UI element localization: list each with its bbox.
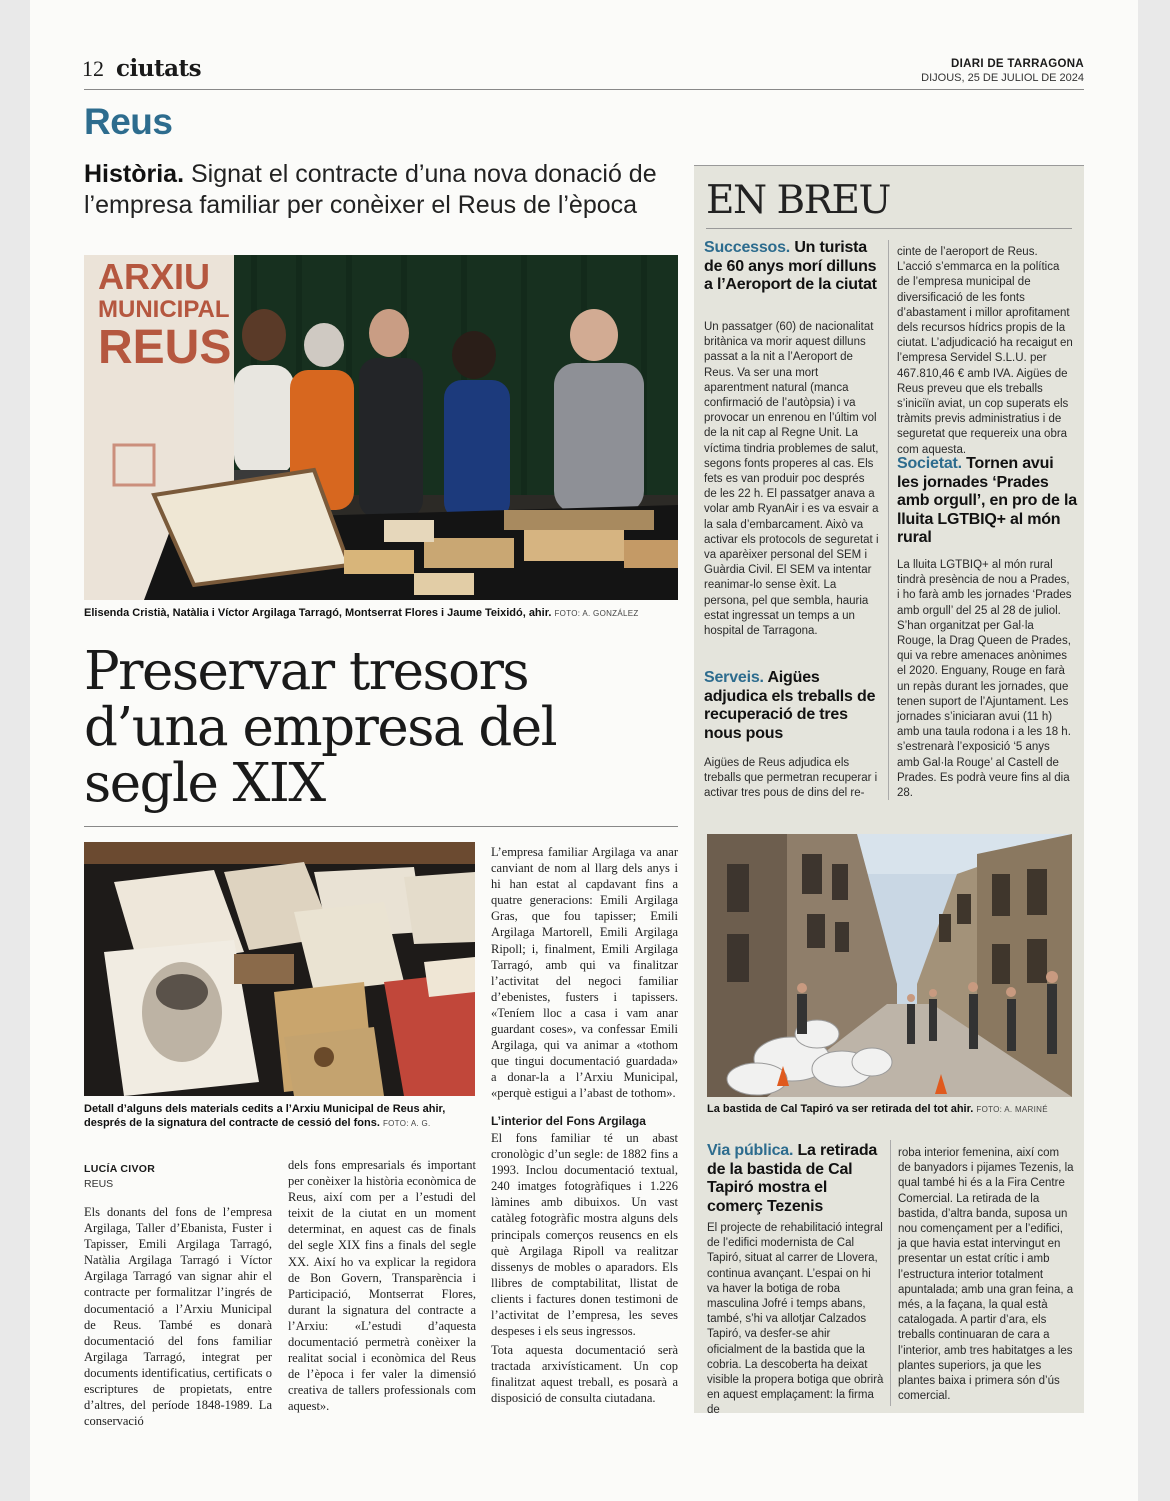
brief-title: Tornen avui les jornades ‘Prades amb orgull’, en pro de la lluita LGTBIQ+ al món rural — [897, 455, 1077, 546]
photo-credit: FOTO: A. GONZÁLEZ — [554, 609, 639, 618]
main-photo — [84, 255, 678, 600]
article-column-1: Els donants del fons de l’empresa Argilaga, Taller d’Ebanista, Fuster i Tapisser, Emili Argilaga Tarragó, Natàlia Argilaga Tarragó i Víctor Argilaga Tarragó van signar ahir el contracte per formalitzar l’ingrés de documentació a l’Arxiu Municipal de Reus. També es donarà documentació del fons familiar Argilaga Tarragó, integrat per documents identificatius, certificats o escriptures de propietats, entre d’altres, del període 1848-1989. La conservació — [84, 1205, 272, 1429]
brief-tag: Successos. — [704, 239, 791, 256]
brief-title: Aigües adjudica els treballs de recuperació de tres nous pous — [704, 669, 876, 742]
detail-photo-credit: FOTO: A. G. — [382, 1119, 431, 1128]
page-number: 12 — [82, 56, 104, 81]
briefs-divider — [706, 228, 1072, 229]
banner-line-1: ARXIU — [98, 256, 211, 297]
article-kicker — [84, 159, 684, 221]
street-photo-image — [707, 834, 1072, 1097]
author-name: LUCÍA CIVOR — [84, 1163, 156, 1175]
header-divider — [84, 89, 1084, 90]
brief-societat-body: La lluita LGTBIQ+ al món rural tindrà presència de nou a Prades, i ho farà amb les jornades ‘Prades amb orgull’ del 25 al 28 de juliol. S’han organitzat per Gal·la Rouge, la Drag Queen de Prades, qui va rebre amenaces anònimes el 2020. Enguany, Rouge en farà un repàs durant les jornades, que tenen suport de l’Ajuntament. Les jornades s’iniciaran avui (11 h) amb una taula rodona i a les 18 h. s’estrenarà l’exposició ‘5 anys amb Gal·la Rouge’ al Castell de Prades. Es podrà veure fins al dia 28. — [897, 559, 1072, 800]
city-label: Reus — [84, 101, 173, 142]
article-column-3a: L’empresa familiar Argilaga va anar canviant de nom al llarg dels anys i hi han estat al capdavant fins a quatre generacions: Emili Argilaga Gras, que fou tapisser; Emili Argilaga Martorell, Emili Argilaga Ripoll; i, finalment, Emili Argilaga Tarragó, amb qui va finalitzar l’activitat del negoci familiar d’ebenistes, fusters i tapissers. «Teníem lloc a casa i vam anar guardant coses», va confessar Emili Argilaga, qui va animar a «tothom que tingui documentació guardada» a donar-la a l’Arxiu Municipal, «perquè estigui a l’abast de tothom». — [491, 845, 678, 1101]
caption-text: Elisenda Cristià, Natàlia i Víctor Argilaga Tarragó, Montserrat Flores i Jaume Teixidó, ahir. — [84, 607, 552, 619]
street-caption-text: La bastida de Cal Tapiró va ser retirada del tot ahir. — [707, 1103, 974, 1115]
main-photo-caption — [84, 606, 684, 621]
banner-line-3: REUS — [98, 321, 232, 374]
brief-successos-body: Un passatger (60) de nacionalitat britànica va morir aquest dilluns passat a la nit a l’Aeroport de Reus. Va ser una mort aparentment natural (manca confirmació de l’autòpsia) i va provocar un enrenou en l’últim vol de la nit cap al Regne Unit. La víctima tindria problemes de salut, segons fonts properes al cas. Els fets es van produir poc després de les 22 h. El passatger anava a volar amb RyanAir i es va esvair a la sala d’embarcament. Això va activar els protocols de seguretat i va aparèixer personal del SEM i Guàrdia Civil. El SEM va intentar reanimar-lo sense èxit. La persona, pel que sembla, hauria estat ingressat un temps a un hospital de Tarragona. — [704, 321, 879, 638]
main-photo-image — [84, 255, 678, 600]
briefs-column-rule-bottom — [890, 1140, 891, 1406]
article-column-2: dels fons empresarials és important per conèixer la història econòmica de Reus, així com per a l’estudi del teixit de la ciutat en un moment determinat, en aquest cas de finals del segle XIX fins a finals del segle XX. Així ho va explicar la regidora de Bon Govern, Transparència i Participació, Montserrat Flores, durant la signatura del contracte a l’Arxiu: «L’estudi d’aquesta documentació permetrà conèixer la realitat social i econòmica del Reus de l’època i fer valer la dimensió creativa de tallers professionals com aquest». — [288, 1158, 476, 1414]
brief-via-publica-body: El projecte de rehabilitació integral de l’edifici modernista de Cal Tapiró, situat al carrer de Llovera, continua avançant. L’espai on hi va haver la botiga de roba masculina Jofré i temps abans, també, s’hi va allotjar Calzados Tapiró, va desfer-se ahir oficialment de la bastida que la cobria. La descoberta ha deixat visible la propera botiga que obrirà en aquest emplaçament: la firma de — [707, 1222, 884, 1417]
brief-serveis-body-continued: cinte de l’aeroport de Reus. L’acció s’emmarca en la política de l’empresa municipal de diversificació de les fonts d’abastament i millor aprofitament dels recursos hídrics propis de la ciutat. L’adjudicació ha recaigut en l’empresa Servidel S.L.U. per 467.810,46 € amb IVA. Aigües de Reus preveu que els treballs s’iniciïn aviat, un cop superats els tràmits previs administratius i de seguretat que requereix una obra com aquesta. — [897, 246, 1073, 456]
author-location: REUS — [84, 1178, 114, 1190]
issue-date: DIJOUS, 25 DE JULIOL DE 2024 — [921, 72, 1084, 84]
brief-societat-headline — [897, 455, 1077, 548]
article-column-3c: Tota aquesta documentació serà tractada arxivísticament. Un cop finalitzat aquest treball, es posarà a disposició de consulta ciutadana. — [491, 1343, 678, 1406]
masthead: DIARI DE TARRAGONA — [951, 58, 1084, 70]
banner-line-2: MUNICIPAL — [98, 296, 230, 323]
briefs-title: EN BREU — [706, 178, 890, 223]
brief-successos-headline — [704, 239, 882, 295]
detail-photo-caption — [84, 1102, 478, 1131]
briefs-column-rule — [888, 240, 889, 800]
detail-photo — [84, 842, 475, 1096]
kicker-text: Signat el contracte d’una nova donació de l’empresa familiar per conèixer el Reus de l’època — [84, 160, 657, 219]
street-photo-credit: FOTO: A. MARINÉ — [976, 1105, 1048, 1114]
brief-serveis-headline — [704, 669, 882, 743]
article-subhead: L’interior del Fons Argilaga — [491, 1114, 646, 1128]
kicker-tag: Història. — [84, 160, 185, 188]
section-title: ciutats — [116, 55, 202, 82]
article-headline: Preservar tresors d’una empresa del segle XIX — [84, 641, 557, 814]
detail-photo-image — [84, 842, 475, 1096]
detail-caption-text: Detall d’alguns dels materials cedits a l’Arxiu Municipal de Reus ahir, després de la signatura del contracte de cessió del fons. — [84, 1103, 446, 1129]
brief-via-publica-body-continued: roba interior femenina, així com de banyadors i pijames Tezenis, la qual també hi és a la Fira Centre Comercial. La retirada de la bastida, d’altra banda, suposa un nou començament per a l’edifici, ja que havia estat intervingut en presentar un estat crític i amb l’estructura interior totalment apuntalada; amb una gran feina, a més, a la façana, la qual està catalogada. A partir d’ara, els treballs continuaran de cara a l’interior, amb tres habitatges a les plantes superiors, ja que les plantes baixa i primera són d’ús comercial. — [898, 1147, 1074, 1403]
article-divider — [84, 826, 678, 827]
brief-tag: Societat. — [897, 455, 962, 472]
street-photo — [707, 834, 1072, 1097]
article-column-3b: El fons familiar té un abast cronològic d’un segle: de 1882 fins a 1993. Inclou documentació textual, 240 imatges fotogràfiques i 1.226 làmines amb dibuixos. Un vast catàleg fotogràfic mostra alguns dels principals comerços reusencs en els què Argilaga Ripoll va realitzar dissenys de mobles o aparadors. Els llibres de comptabilitat, llistat de clients i factures donen testimoni de l’activitat de l’empresa, les seves despeses i els seus ingressos. — [491, 1131, 678, 1339]
brief-tag: Serveis. — [704, 669, 764, 686]
brief-title: La retirada de la bastida de Cal Tapiró mostra el comerç Tezenis — [707, 1142, 878, 1215]
brief-serveis-body: Aigües de Reus adjudica els treballs que permetran recuperar i activar tres pous de dins del re- — [704, 757, 878, 800]
brief-tag: Via pública. — [707, 1142, 794, 1159]
street-photo-caption — [707, 1102, 1077, 1117]
brief-via-publica-headline — [707, 1142, 887, 1216]
brief-title: Un turista de 60 anys morí dilluns a l’Aeroport de la ciutat — [704, 239, 877, 293]
